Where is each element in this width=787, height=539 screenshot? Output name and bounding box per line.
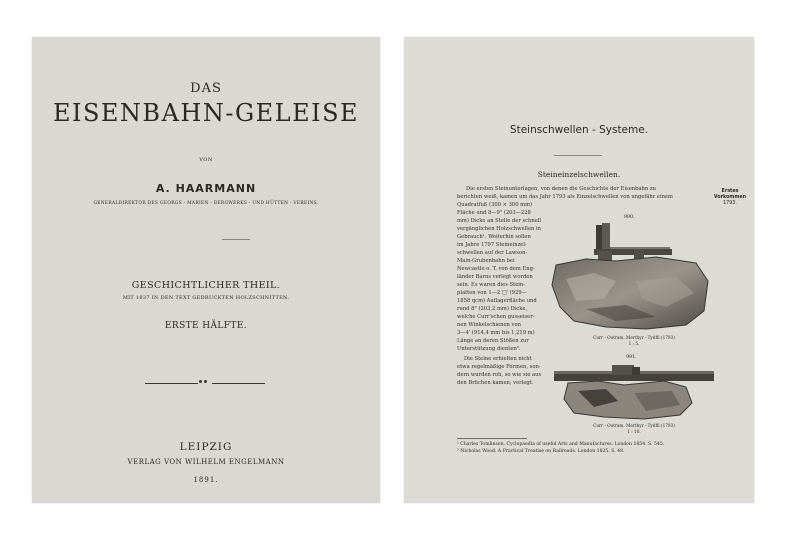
body-line: sein. Es waren dies Stein- — [457, 282, 526, 288]
footnote-rule — [457, 438, 527, 439]
by-label: VON — [199, 157, 213, 163]
footnote: ² Nicholas Wood. A Practical Treatise on Railroads. London 1825. S. 48. — [457, 449, 625, 454]
author-description: GENERALDIREKTOR DES GEORGS - MARIEN - BERGWERKS - UND HÜTTEN - VEREINS. — [93, 201, 319, 206]
content-page — [404, 37, 754, 503]
body-line: länder Barns verlegt worden — [457, 274, 533, 280]
body-line: dern wurden roh, so wie sie aus — [457, 372, 542, 378]
body-line: Die Steine erhielten nicht — [464, 356, 532, 362]
section-title: Steineinzelschwellen. — [537, 170, 621, 179]
body-line: Länge an deren Stößen zur — [457, 338, 529, 344]
figure-scale: 1 : 10. — [627, 429, 641, 434]
title-rule — [554, 155, 602, 156]
figure-caption: Curr - Outram. Merthyr - Tydfil (1793) — [593, 423, 675, 428]
margin-note-line: 1793. — [723, 201, 737, 206]
body-line: Gebrauch¹. Weiterhin sollen — [457, 234, 531, 240]
illustrations-note: MIT 1837 IN DEN TEXT GEDRUCKTEN HOLZSCHNITTEN. — [122, 295, 290, 301]
body-line: platten von 1—2 □' (929— — [457, 290, 527, 296]
body-line: etwa regelmäßige Formen, son- — [457, 364, 541, 370]
body-line: Main-Grubenbahn bei — [457, 258, 515, 264]
body-line: im Jahre 1797 Steineinzel- — [457, 242, 527, 248]
body-line: vergänglichen Holzschwellen in — [457, 226, 542, 232]
title-article: DAS — [190, 81, 222, 96]
figure-number: 991. — [626, 355, 637, 360]
publisher-name: VERLAG VON WILHELM ENGELMANN — [127, 458, 285, 466]
body-line: Fläche und 8—9" (203—228 — [457, 210, 531, 216]
body-line: Die ersten Steinunterlagen, von denen die Geschichte der Eisenbahn zu — [466, 186, 656, 192]
body-line: rund 8" (203,2 mm) Dicke, — [457, 306, 528, 312]
publication-year: 1891. — [193, 476, 219, 484]
figure-number: 990. — [624, 215, 635, 220]
part-title: GESCHICHTLICHER THEIL. — [131, 280, 281, 291]
body-line: welche Curr'schen gusseiser- — [457, 314, 535, 320]
body-line: den Brüchen kamen, verlegt. — [457, 380, 534, 386]
ornament-dots — [198, 380, 212, 385]
footnote: ¹ Charles Tomlinson. Cyclopaedia of useful Arts and Manufactures. London 1854. S. 545. — [457, 442, 665, 447]
body-line: berichten weiß, kamen um das Jahr 1793 als Einzelschwellen von ungefähr einem — [457, 194, 673, 200]
chapter-title: Steinschwellen - Systeme. — [509, 124, 649, 136]
margin-note — [712, 189, 748, 207]
body-line: nen Winkelschienen von — [457, 322, 521, 328]
body-line: schwellen auf der Lawson- — [457, 250, 528, 256]
body-line: 3—4' (914,4 mm bis 1,219 m) — [457, 330, 535, 336]
margin-note-line: Vorkommen — [713, 195, 747, 200]
book-title: EISENBAHN-GELEISE — [52, 99, 360, 127]
body-line: mm) Dicke an Stelle der schnell — [457, 218, 542, 224]
stone-sleeper-figure — [554, 363, 714, 421]
stone-sleeper-figure — [546, 221, 714, 333]
figure-caption: Curr - Outram. Merthyr - Tydfil (1793) — [593, 335, 675, 340]
title-page — [32, 37, 380, 503]
margin-note-line: Erstes — [721, 189, 739, 194]
figure-scale: 1 : 5. — [628, 341, 640, 346]
body-line: Quadratfuß (300 × 300 mm) — [457, 202, 533, 208]
author-name: A. HAARMANN — [155, 182, 257, 195]
body-line: Newcastle o. T. von dem Eng- — [457, 266, 535, 272]
volume-half: ERSTE HÄLFTE. — [164, 321, 248, 331]
body-line: 1858 qcm) Auflagerfläche und — [457, 298, 537, 304]
publication-city: LEIPZIG — [179, 441, 233, 453]
body-line: Unterstützung dienten². — [457, 346, 521, 352]
divider-rule — [222, 239, 250, 240]
